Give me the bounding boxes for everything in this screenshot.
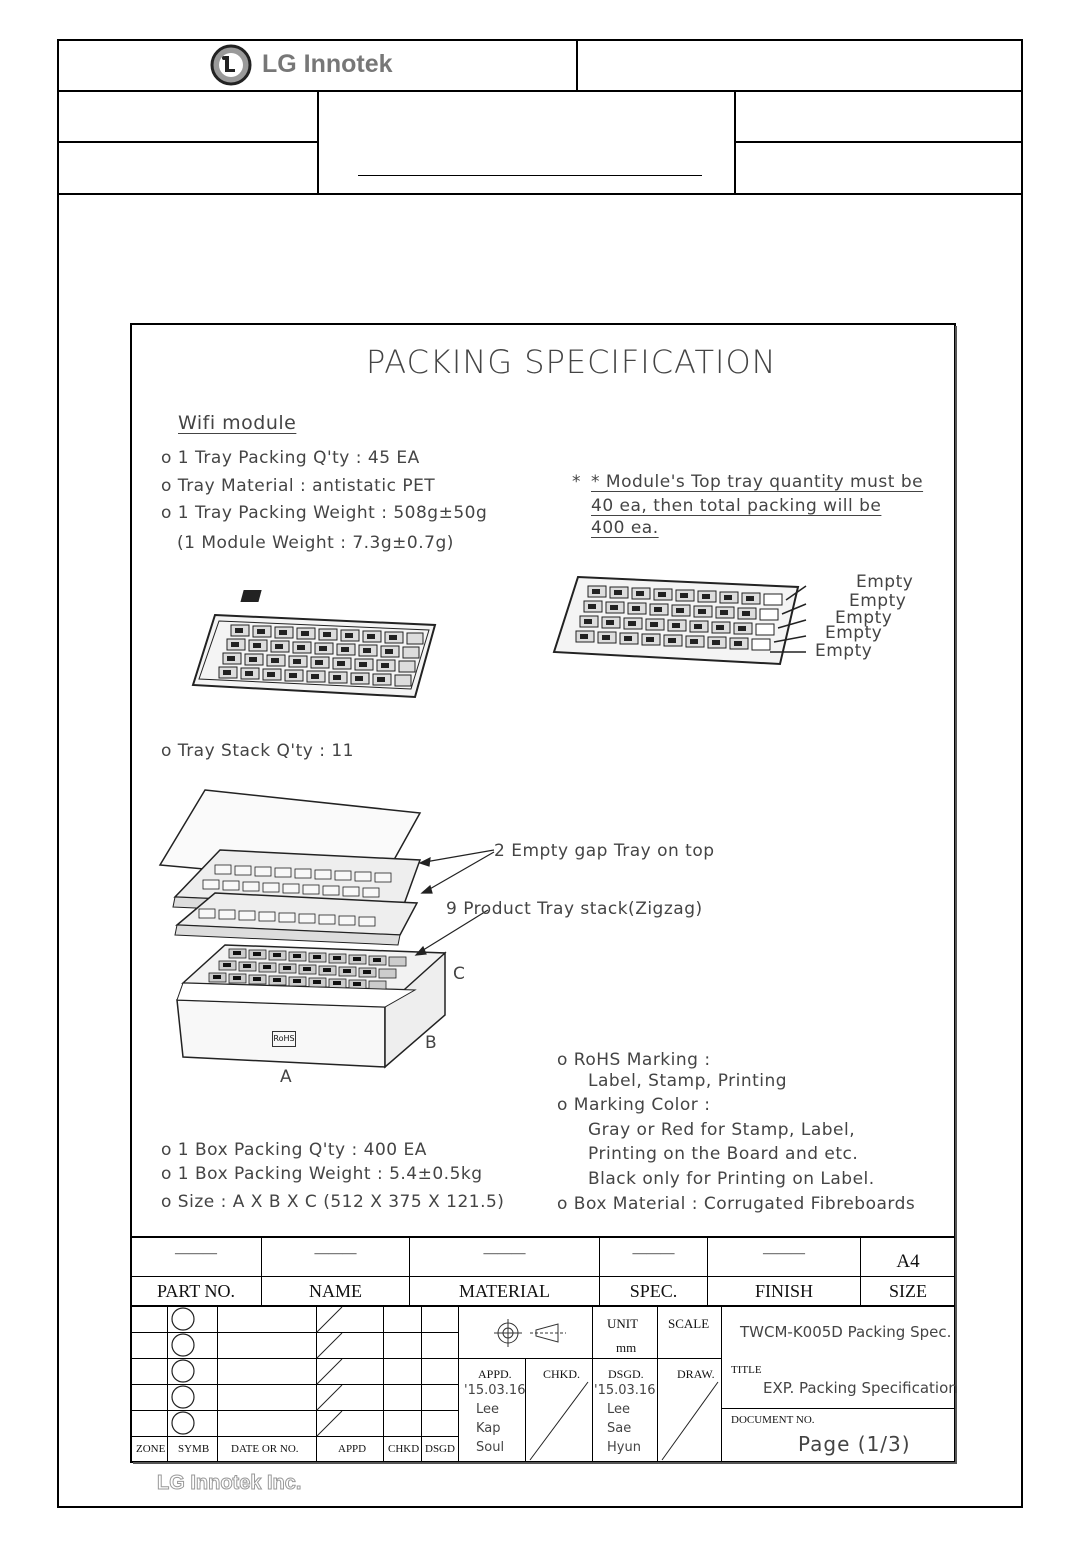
rev-header-appd: APPD [338,1443,367,1455]
empty-label-5: Empty [815,641,873,661]
rev-header-dsgd: DSGD [425,1443,455,1455]
header-divider-left [317,91,319,194]
tray-illustration-partial [548,572,808,672]
spec-line-3: o 1 Tray Packing Weight : 508g±50g [161,503,488,523]
tb-dash-3: ——— [483,1246,526,1261]
empty-label-4: Empty [825,623,883,643]
rohs-line-4: Gray or Red for Stamp, Label, [588,1120,856,1140]
tb-dash-2: ——— [314,1246,357,1261]
header-line-2-left [58,141,318,143]
tb-header-material: MATERIAL [459,1281,550,1301]
dimension-a: A [280,1067,293,1087]
drawing-frame-shadow-bottom [133,1462,957,1464]
header-line-2-right [735,141,1022,143]
tb-size-value: A4 [896,1251,920,1272]
tb-header-spec: SPEC. [629,1281,678,1301]
tb-title-label: TITLE [731,1364,762,1376]
rohs-line-1: o RoHS Marking : [557,1050,711,1070]
tb-h-proj-bottom [459,1358,721,1359]
tb-header-name: NAME [309,1281,362,1301]
spec-subtitle: Wifi module [178,412,297,434]
tb-header-size: SIZE [889,1281,927,1301]
rev-v-5 [421,1306,422,1462]
header-line-1 [58,90,1022,92]
tb-appd-name-3: Soul [476,1440,505,1455]
rev-header-symb: SYMB [178,1443,210,1455]
tray-illustration-full [185,585,455,705]
spec-title: PACKING SPECIFICATION [366,343,777,381]
tb-v-unit-scale [657,1306,658,1358]
notice-line-3: 400 ea. [591,518,659,538]
tb-draw-slash [658,1380,721,1462]
lg-logo [208,44,418,86]
drawing-frame-shadow-right [955,326,957,1464]
tb-dsgd-name-1: Lee [607,1402,631,1417]
tb-h-title-docno [722,1408,955,1409]
tb-dash-1: ——— [175,1246,217,1261]
spec-line-1: o 1 Tray Packing Q'ty : 45 EA [161,448,420,468]
header-divider-top [576,40,578,91]
tb-scale-label: SCALE [668,1316,710,1331]
callout-product-tray: 9 Product Tray stack(Zigzag) [446,899,703,919]
rev-header-chkd: CHKD [388,1443,420,1455]
rohs-line-5: Printing on the Board and etc. [588,1144,859,1164]
tray-stack-qty: o Tray Stack Q'ty : 11 [161,741,354,761]
rev-v-6 [458,1306,459,1462]
tb-unit-label: UNIT [607,1316,639,1331]
notice-line-2: 40 ea, then total packing will be [591,496,882,516]
tb-dsgd-name-2: Sae [607,1421,632,1436]
tb-header-finish: FINISH [754,1281,813,1301]
tb-doc-title: TWCM-K005D Packing Spec. [740,1323,952,1341]
box-line-3: o Size : A X B X C (512 X 375 X 121.5) [161,1192,505,1212]
tb-appd-date: '15.03.16 [464,1383,526,1398]
tb-title-value: EXP. Packing Specification [763,1379,958,1397]
tb-appd-label: APPD. [478,1367,512,1381]
callout-empty-tray: 2 Empty gap Tray on top [494,841,715,861]
box-line-1: o 1 Box Packing Q'ty : 400 EA [161,1140,427,1160]
tb-v-proj-right [592,1306,593,1462]
empty-label-1: Empty [856,572,914,592]
spec-line-2: o Tray Material : antistatic PET [161,476,436,496]
empty-label-3: Empty [835,608,893,628]
tb-chkd-slash [526,1380,592,1462]
tb-chkd-label: CHKD. [543,1367,581,1381]
rev-symbols [167,1306,384,1438]
spec-line-4: (1 Module Weight : 7.3g±0.7g) [177,533,454,553]
tb-v-drawinfo [721,1306,722,1462]
header-divider-right [734,91,736,194]
tb-dsgd-name-3: Hyun [607,1440,641,1455]
header-line-3 [58,193,1022,195]
notice-star: * [572,472,581,492]
tb-header-partno: PART NO. [157,1281,235,1301]
tb-docno-label: DOCUMENT NO. [731,1414,815,1426]
tb-dsgd-date: '15.03.16 [594,1383,656,1398]
tb-line-top [131,1236,955,1238]
tb-dash-4: ——— [632,1246,675,1261]
rohs-line-7: o Box Material : Corrugated Fibreboards [557,1194,916,1214]
notice-line-1: * Module's Top tray quantity must be [591,472,924,492]
tb-appd-name-1: Lee [476,1402,500,1417]
footer-logo: LG Innotek Inc. [157,1472,302,1494]
header-underline [358,175,702,176]
tb-appd-name-2: Kap [476,1421,501,1436]
tb-page-value: Page (1/3) [798,1432,911,1456]
rohs-line-6: Black only for Printing on Label. [588,1169,875,1189]
dimension-b: B [425,1033,438,1053]
tb-dsgd-label: DSGD. [608,1367,644,1381]
projection-symbol-icon [490,1318,570,1348]
box-line-2: o 1 Box Packing Weight : 5.4±0.5kg [161,1164,483,1184]
tb-unit-value: mm [616,1340,637,1355]
lg-logo-text: LG Innotek [262,50,393,78]
tb-draw-label: DRAW. [677,1367,715,1381]
tb-dash-5: ——— [763,1246,805,1261]
rohs-line-3: o Marking Color : [557,1095,711,1115]
empty-label-2: Empty [849,591,907,611]
rev-header-date: DATE OR NO. [231,1443,299,1455]
rev-header-zone: ZONE [136,1443,166,1455]
lg-logo-icon [208,44,254,86]
rohs-line-2: Label, Stamp, Printing [588,1071,788,1091]
rohs-mark: RoHS [272,1031,296,1047]
tb-line-header [131,1276,955,1277]
dimension-c: C [453,964,466,984]
